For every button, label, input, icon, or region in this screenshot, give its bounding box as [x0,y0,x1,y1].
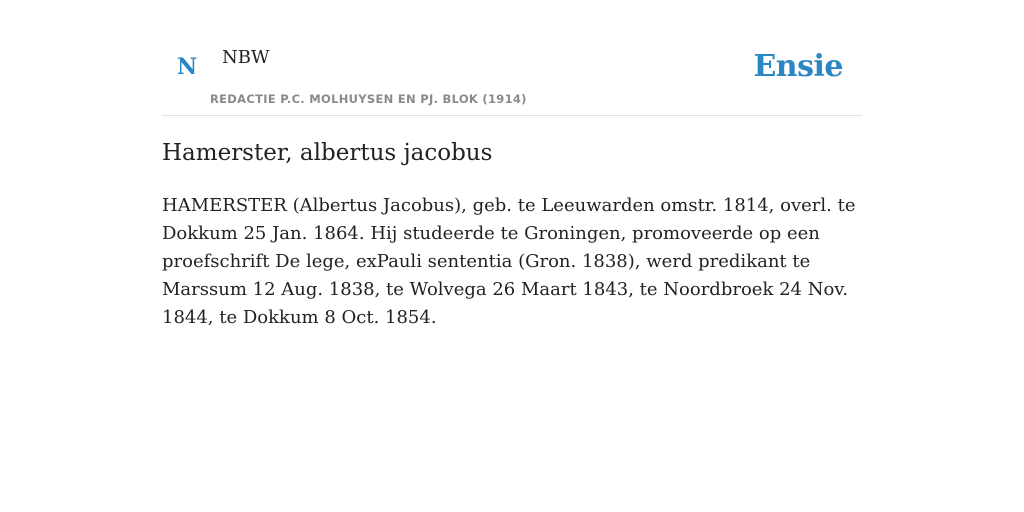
article-title: Hamerster, albertus jacobus [162,140,493,166]
ensie-logo-link[interactable]: Ensie [753,49,843,84]
page-header [162,0,862,116]
source-logo-link[interactable]: N [177,54,198,80]
source-name: NBW [222,47,270,68]
source-subtitle: REDACTIE P.C. MOLHUYSEN EN PJ. BLOK (1914) [210,92,527,106]
article-body: HAMERSTER (Albertus Jacobus), geb. te Leeuwarden omstr. 1814, overl. te Dokkum 25 Jan. 1864. Hij studeerde te Groningen, promoveerde op een proefschrift De lege, exPauli sententia (Gron. 1838), werd predikant te Marssum 12 Aug. 1838, te Wolvega 26 Maart 1843, te Noordbroek 24 Nov. 1844, te Dokkum 8 Oct. 1854. [162,195,856,328]
